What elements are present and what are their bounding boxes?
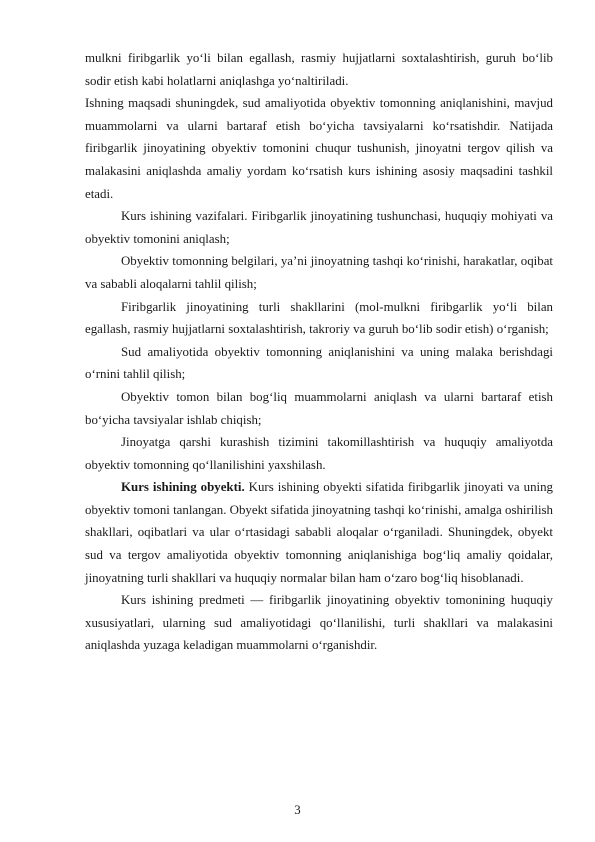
paragraph-text: Kurs ishining predmeti — firibgarlik jinoyatining obyektiv tomonining huquqiy xususiyatlari, ularning sud amaliyotidagi qo‘llanilishi, turli shakllari va malakasini aniqlashda yuzaga keladigan muammolarni o‘rganishdir. bbox=[85, 593, 553, 653]
document-page bbox=[85, 47, 553, 657]
paragraph-text: Jinoyatga qarshi kurashish tizimini takomillashtirish va huquqiy amaliyotda obyektiv tomonning qo‘llanilishini yaxshilash. bbox=[85, 435, 553, 472]
section-lead: Kurs ishining obyekti. bbox=[121, 480, 245, 495]
paragraph-text: Kurs ishining obyekti sifatida firibgarlik jinoyati va uning obyektiv tomoni tanlangan. Obyekt sifatida jinoyatning tashqi ko‘rinishi, amalga oshirilish shakllari, oqibatlari va ular o‘rtasidagi sababli aloqalar o‘rganiladi. Shuningdek, obyekt sud va tergov amaliyotida obyektiv tomonning aniqlanishiga bog‘liq amaliy qoidalar, jinoyatning turli shakllari va huquqiy normalar bilan ham o‘zaro bog‘liq hisoblanadi. bbox=[85, 480, 554, 585]
paragraph-9 bbox=[85, 476, 553, 589]
paragraph-text: Obyektiv tomon bilan bog‘liq muammolarni aniqlash va ularni bartaraf etish bo‘yicha tavsiyalar ishlab chiqish; bbox=[85, 389, 553, 427]
page-number: 3 bbox=[294, 803, 301, 817]
paragraph-5 bbox=[85, 296, 553, 341]
paragraph-6 bbox=[85, 341, 553, 386]
paragraph-text: mulkni firibgarlik yo‘li bilan egallash, rasmiy hujjatlarni soxtalashtirish, guruh bo‘lib sodir etish kabi holatlarni aniqlashga yo‘naltiriladi. bbox=[85, 51, 553, 88]
paragraph-3 bbox=[85, 205, 553, 250]
paragraph-4 bbox=[85, 250, 553, 295]
paragraph-text: Obyektiv tomonning belgilari, ya’ni jinoyatning tashqi ko‘rinishi, harakatlar, oqibat va sababli aloqalarni tahlil qilish; bbox=[85, 254, 553, 291]
paragraph-2 bbox=[85, 92, 553, 205]
paragraph-text: Sud amaliyotida obyektiv tomonning aniqlanishini va uning malaka berishdagi o‘rnini tahlil qilish; bbox=[85, 344, 553, 382]
paragraph-text: Ishning maqsadi shuningdek, sud amaliyotida obyektiv tomonning aniqlanishini, mavjud muammolarni va ularni bartaraf etish bo‘yicha tavsiyalarni ko‘rsatishdir. Natijada firibgarlik jinoyatining obyektiv tomonini chuqur tushunish, jinoyatni tergov qilish va malakasini aniqlashda amaliy yordam ko‘rsatish kurs ishining asosiy maqsadini tashkil etadi. bbox=[85, 96, 553, 201]
paragraph-10 bbox=[85, 589, 553, 657]
paragraph-7 bbox=[85, 386, 553, 431]
paragraph-text: Kurs ishining vazifalari. Firibgarlik jinoyatining tushunchasi, huquqiy mohiyati va obyektiv tomonini aniqlash; bbox=[85, 209, 553, 246]
paragraph-text: Firibgarlik jinoyatining turli shakllarini (mol-mulkni firibgarlik yo‘li bilan egallash, rasmiy hujjatlarni soxtalashtirish, takroriy va guruh bo‘lib sodir etish) o‘rganish; bbox=[85, 299, 553, 337]
paragraph-1 bbox=[85, 47, 553, 92]
paragraph-8 bbox=[85, 431, 553, 476]
